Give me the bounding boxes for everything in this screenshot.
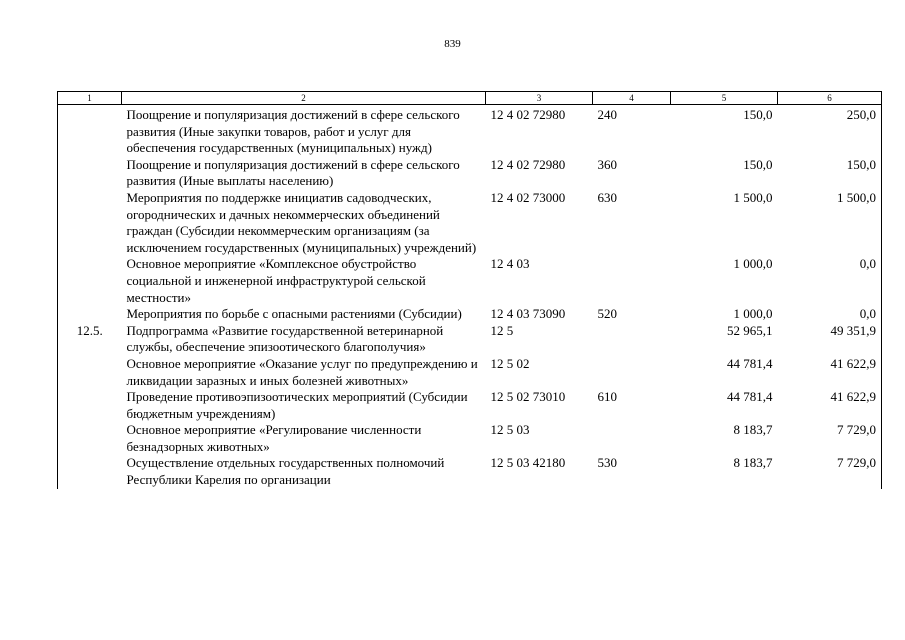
row-value-1: 1 000,0 (733, 306, 773, 322)
row-code: 12 4 02 73000 (490, 189, 566, 205)
row-type: 630 (597, 189, 617, 205)
row-value-2: 41 622,9 (778, 389, 882, 422)
row-name: Осуществление отдельных государственных полномочий Республики Карелия по организации (126, 455, 445, 488)
row-number (58, 157, 122, 190)
row-number (58, 422, 122, 455)
header-col-4: 4 (593, 92, 671, 105)
row-value-2: 1 500,0 (778, 190, 882, 256)
row-value-1: 52 965,1 (727, 322, 773, 338)
row-name: Основное мероприятие «Оказание услуг по предупреждению и ликвидации заразных и иных болезней животных» (126, 355, 478, 388)
row-type: 520 (597, 306, 617, 322)
row-name: Подпрограмма «Развитие государственной ветеринарной службы, обеспечение эпизоотического благополучия» (126, 322, 444, 355)
row-code: 12 5 02 73010 (490, 389, 566, 405)
table-header (58, 92, 882, 105)
budget-table (57, 91, 882, 489)
header-col-5: 5 (671, 92, 778, 105)
row-number: 12.5. (58, 323, 122, 356)
row-code: 12 5 (490, 322, 514, 338)
row-value-1: 1 500,0 (733, 189, 773, 205)
row-code: 12 5 02 (490, 355, 530, 371)
row-number (58, 105, 122, 157)
row-type: 240 (597, 107, 617, 122)
row-type: 360 (597, 156, 617, 172)
row-value-1: 1 000,0 (733, 256, 773, 272)
row-value-1: 44 781,4 (727, 355, 773, 371)
table-row (58, 256, 882, 306)
row-type: 610 (597, 389, 617, 405)
row-name: Мероприятия по борьбе с опасными растениями (Субсидии) (126, 306, 462, 322)
header-col-1: 1 (58, 92, 122, 105)
row-name: Проведение противоэпизоотических мероприятий (Субсидии бюджетным учреждениям) (126, 389, 468, 421)
row-code: 12 4 02 72980 (490, 107, 566, 122)
row-value-2: 7 729,0 (778, 455, 882, 488)
row-code: 12 4 03 (490, 256, 530, 272)
row-code: 12 4 03 73090 (490, 306, 566, 322)
row-value-2: 41 622,9 (778, 356, 882, 389)
header-col-3: 3 (486, 92, 593, 105)
row-value-2: 250,0 (778, 105, 882, 157)
row-type: 530 (597, 455, 617, 471)
row-value-2: 7 729,0 (778, 422, 882, 455)
table-row (58, 389, 882, 422)
row-value-1: 44 781,4 (727, 389, 773, 405)
row-number (58, 455, 122, 488)
row-value-2: 49 351,9 (778, 323, 882, 356)
row-code: 12 4 02 72980 (490, 156, 566, 172)
row-type (593, 256, 671, 306)
table-row (58, 105, 882, 157)
row-number (58, 389, 122, 422)
row-number (58, 256, 122, 306)
table-row (58, 455, 882, 488)
header-col-2: 2 (122, 92, 486, 105)
row-code: 12 5 03 (490, 422, 530, 438)
row-name: Мероприятия по поддержке инициатив садоводческих, огороднических и дачных некоммерческих объединений граждан (Субсидии некоммерческим организациям (за исключением государственных (муниципальных) учреждений) (126, 189, 477, 255)
row-value-2: 0,0 (778, 306, 882, 323)
row-type (593, 323, 671, 356)
table-row (58, 356, 882, 389)
table-row (58, 306, 882, 323)
row-value-2: 150,0 (778, 157, 882, 190)
row-value-2: 0,0 (778, 256, 882, 306)
table-row (58, 422, 882, 455)
row-value-1: 8 183,7 (733, 455, 773, 471)
row-number (58, 356, 122, 389)
row-number (58, 306, 122, 323)
table-row (58, 190, 882, 256)
row-name: Поощрение и популяризация достижений в сфере сельского развития (Иные выплаты населению) (126, 156, 460, 189)
page-number: 839 (444, 38, 461, 50)
table-row (58, 157, 882, 190)
table-body (58, 105, 882, 489)
row-name: Поощрение и популяризация достижений в сфере сельского развития (Иные закупки товаров, работ и услуг для обеспечения государственных (муниципальных) нужд) (126, 107, 460, 156)
row-value-1: 150,0 (743, 107, 773, 122)
row-type (593, 422, 671, 455)
header-col-6: 6 (778, 92, 882, 105)
row-name: Основное мероприятие «Комплексное обустройство социальной и инженерной инфраструктурой сельской местности» (126, 256, 426, 305)
row-code: 12 5 03 42180 (490, 455, 566, 471)
row-value-1: 8 183,7 (733, 422, 773, 438)
row-number (58, 190, 122, 256)
row-name: Основное мероприятие «Регулирование численности безнадзорных животных» (126, 422, 422, 454)
header-row (58, 92, 882, 105)
row-type (593, 356, 671, 389)
table-row (58, 323, 882, 356)
row-value-1: 150,0 (743, 156, 773, 172)
